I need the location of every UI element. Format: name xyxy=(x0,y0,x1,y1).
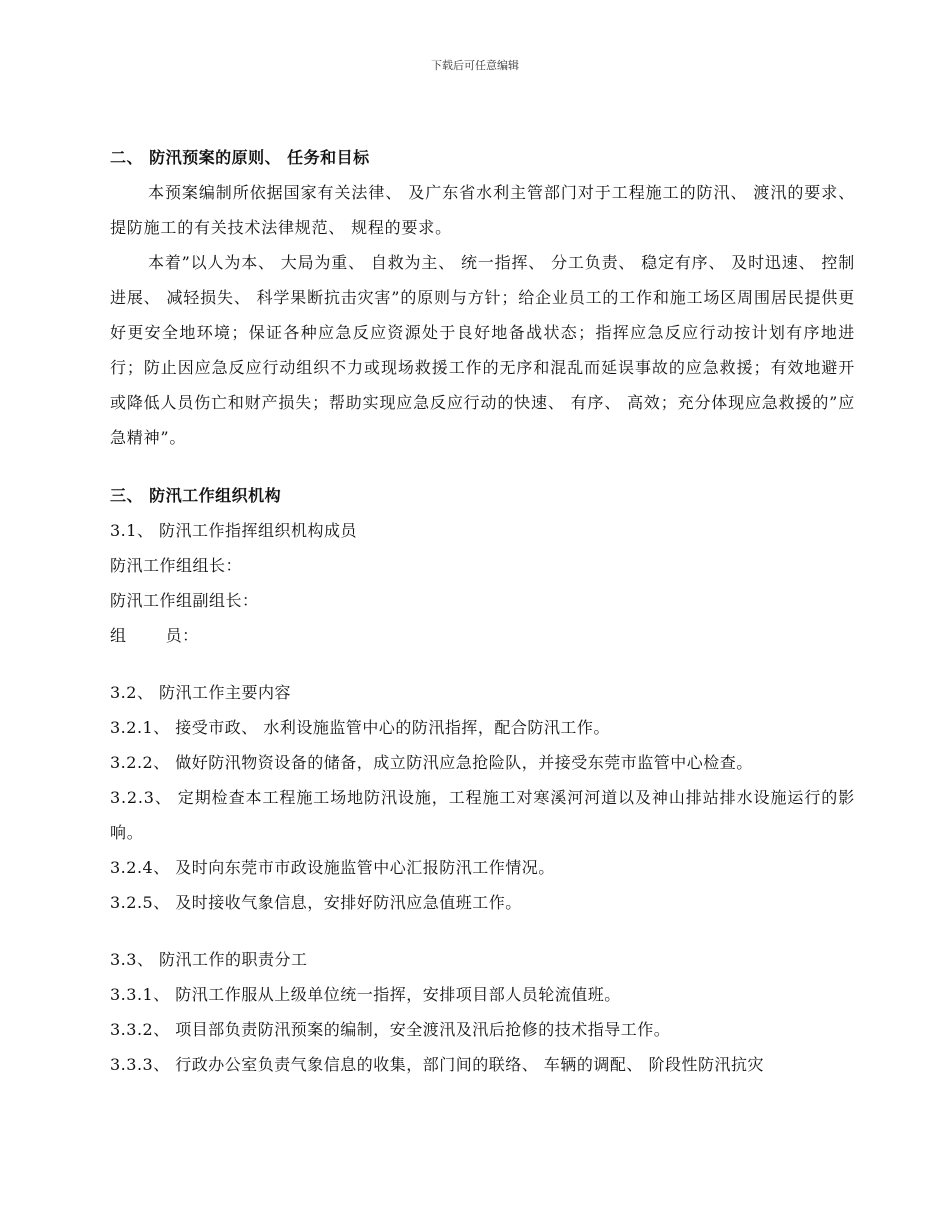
section-2-heading: 二、 防汛预案的原则、 任务和目标 xyxy=(110,148,370,167)
list-item: 3.3.2、 项目部负责防汛预案的编制，安全渡汛及汛后抢修的技术指导工作。 xyxy=(110,1020,671,1039)
list-item: 3.3.3、 行政办公室负责气象信息的收集，部门间的联络、 车辆的调配、 阶段性防汛抗灾 xyxy=(110,1055,764,1074)
list-item: 3.2.4、 及时向东莞市市政设施监管中心汇报防汛工作情况。 xyxy=(110,858,555,877)
deputy-leader-field: 防汛工作组副组长： xyxy=(110,591,259,610)
list-item: 3.3.1、 防汛工作服从上级单位统一指挥，安排项目部人员轮流值班。 xyxy=(110,985,621,1004)
section-2-paragraph-1: 本预案编制所依据国家有关法律、 及广东省水利主管部门对于工程施工的防汛、 渡汛的要求、 提防施工的有关技术法律规范、 规程的要求。 xyxy=(110,183,855,237)
list-item: 3.2.3、 定期检查本工程施工场地防汛设施，工程施工对寒溪河河道以及神山排站排水设施运行的影响。 xyxy=(110,788,855,842)
group-leader-field: 防汛工作组组长： xyxy=(110,556,243,575)
section-2-paragraph-2: 本着”以人为本、 大局为重、 自救为主、 统一指挥、 分工负责、 稳定有序、 及时迅速、 控制进展、 减轻损失、 科学果断抗击灾害”的原则与方针；给企业员工的工作和施工场区周围居民提供更好更安全地环境；保证各种应急反应资源处于良好地备战状态；指挥应急反应行动按计划有序地进行；防止因应急反应行动组织不力或现场救援工作的无序和混乱而延误事故的应急救援；有效地避开或降低人员伤亡和财产损失；帮助实现应急反应行动的快速、 有序、 高效；充分体现应急救援的”应急精神”。 xyxy=(110,253,855,447)
members-field: 组 员： xyxy=(110,626,199,645)
subsection-3-1-title: 3.1、 防汛工作指挥组织机构成员 xyxy=(110,521,358,540)
list-item: 3.2.2、 做好防汛物资设备的储备，成立防汛应急抢险队，并接受东莞市监管中心检查。 xyxy=(110,753,753,772)
subsection-3-3-title: 3.3、 防汛工作的职责分工 xyxy=(110,950,308,969)
list-item: 3.2.1、 接受市政、 水利设施监管中心的防汛指挥，配合防汛工作。 xyxy=(110,718,610,737)
document-body xyxy=(110,141,855,1082)
page-header: 下载后可任意编辑 xyxy=(431,59,519,72)
section-3-heading: 三、 防汛工作组织机构 xyxy=(110,486,282,505)
subsection-3-2-title: 3.2、 防汛工作主要内容 xyxy=(110,683,292,702)
list-item: 3.2.5、 及时接收气象信息，安排好防汛应急值班工作。 xyxy=(110,893,522,912)
